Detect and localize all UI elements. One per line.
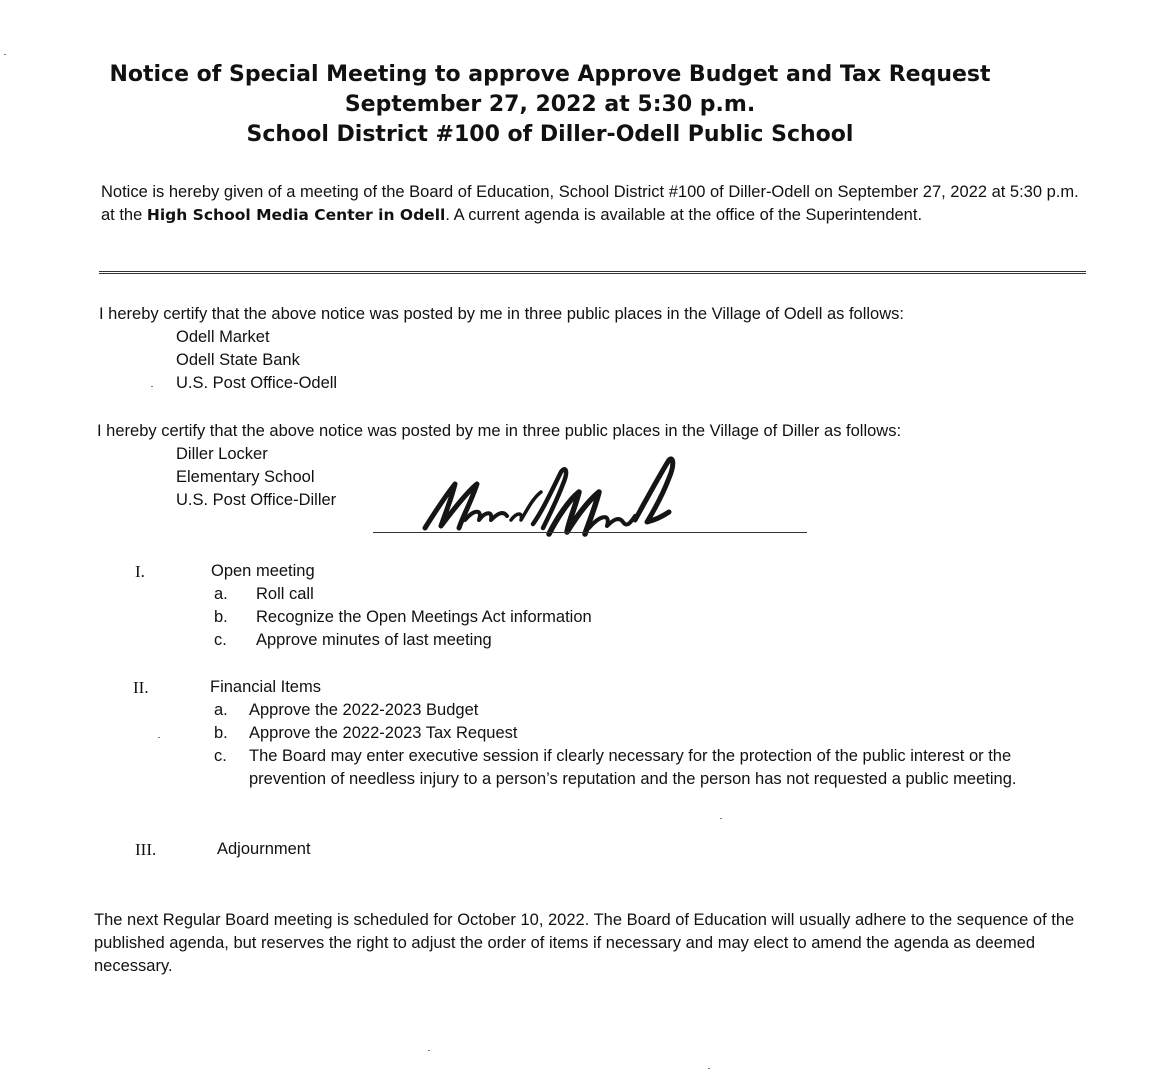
closing-paragraph: The next Regular Board meeting is scheduled for October 10, 2022. The Board of Education will usually adhere to the sequence of the published agenda, but reserves the right to adjust the order of items if necessary and may elect to amend the agenda as deemed necessary. (94, 911, 1075, 975)
agenda-item-executive-session (249, 745, 1074, 791)
scan-speck (4, 54, 6, 55)
scan-speck (708, 1068, 710, 1069)
agenda-title-financial-items: Financial Items (210, 678, 321, 696)
executive-session-text: The Board may enter executive session if clearly necessary for the protection of the public interest or the prevention of needless injury to a person’s reputation and the person has not requested a public meeting. (249, 747, 1017, 788)
certify-odell-statement: I hereby certify that the above notice was posted by me in three public places in the Village of Odell as follows: (99, 305, 904, 323)
handwritten-signature (373, 450, 808, 540)
certify-diller-statement: I hereby certify that the above notice was posted by me in three public places in the Village of Diller as follows: (97, 422, 902, 440)
agenda-numeral-2: II. (133, 678, 149, 697)
scan-speck (151, 386, 153, 387)
odell-place-market: Odell Market (176, 328, 270, 346)
notice-paragraph (101, 181, 1091, 227)
agenda-item-roll-call: Roll call (256, 585, 314, 603)
agenda-title-adjournment: Adjournment (217, 840, 311, 858)
diller-place-locker: Diller Locker (176, 445, 268, 463)
divider-rule (99, 271, 1086, 274)
title-line-meeting: Notice of Special Meeting to approve Approve Budget and Tax Request (109, 62, 991, 87)
agenda-item-approve-budget: Approve the 2022-2023 Budget (249, 701, 479, 719)
agenda-item-approve-tax-request: Approve the 2022-2023 Tax Request (249, 724, 518, 742)
odell-places-list (176, 326, 337, 395)
diller-place-school: Elementary School (176, 468, 315, 486)
title-line-date: September 27, 2022 at 5:30 p.m. (344, 92, 756, 117)
title-line-district: School District #100 of Diller-Odell Public School (246, 122, 854, 147)
agenda-item-open-meetings-act: Recognize the Open Meetings Act information (256, 608, 592, 626)
agenda-numeral-3: III. (135, 840, 157, 859)
agenda-item-approve-minutes: Approve minutes of last meeting (256, 631, 492, 649)
signature-line (373, 532, 807, 533)
scan-speck (720, 818, 722, 819)
item-letter: a. (214, 585, 228, 603)
scan-speck (428, 1050, 430, 1051)
notice-text-intro: Notice is hereby given of a meeting of the Board of Education, School District #100 of Diller-Odell on September 27, 2022 at 5:30 p.m. at the (101, 183, 1079, 224)
item-letter: b. (214, 608, 228, 626)
odell-place-bank: Odell State Bank (176, 351, 300, 369)
notice-location: High School Media Center in Odell (146, 206, 446, 224)
item-letter: c. (214, 631, 227, 649)
item-letter: c. (214, 747, 227, 765)
odell-place-post-office: U.S. Post Office-Odell (176, 374, 338, 392)
notice-title (0, 60, 1100, 150)
diller-place-post-office: U.S. Post Office-Diller (176, 491, 337, 509)
item-letter: a. (214, 701, 228, 719)
item-letter: b. (214, 724, 228, 742)
agenda-title-open-meeting: Open meeting (211, 562, 315, 580)
scan-speck (158, 737, 160, 738)
notice-text-agenda: . A current agenda is available at the office of the Superintendent. (445, 206, 923, 224)
diller-places-list (176, 443, 336, 512)
agenda-numeral-1: I. (135, 562, 145, 581)
